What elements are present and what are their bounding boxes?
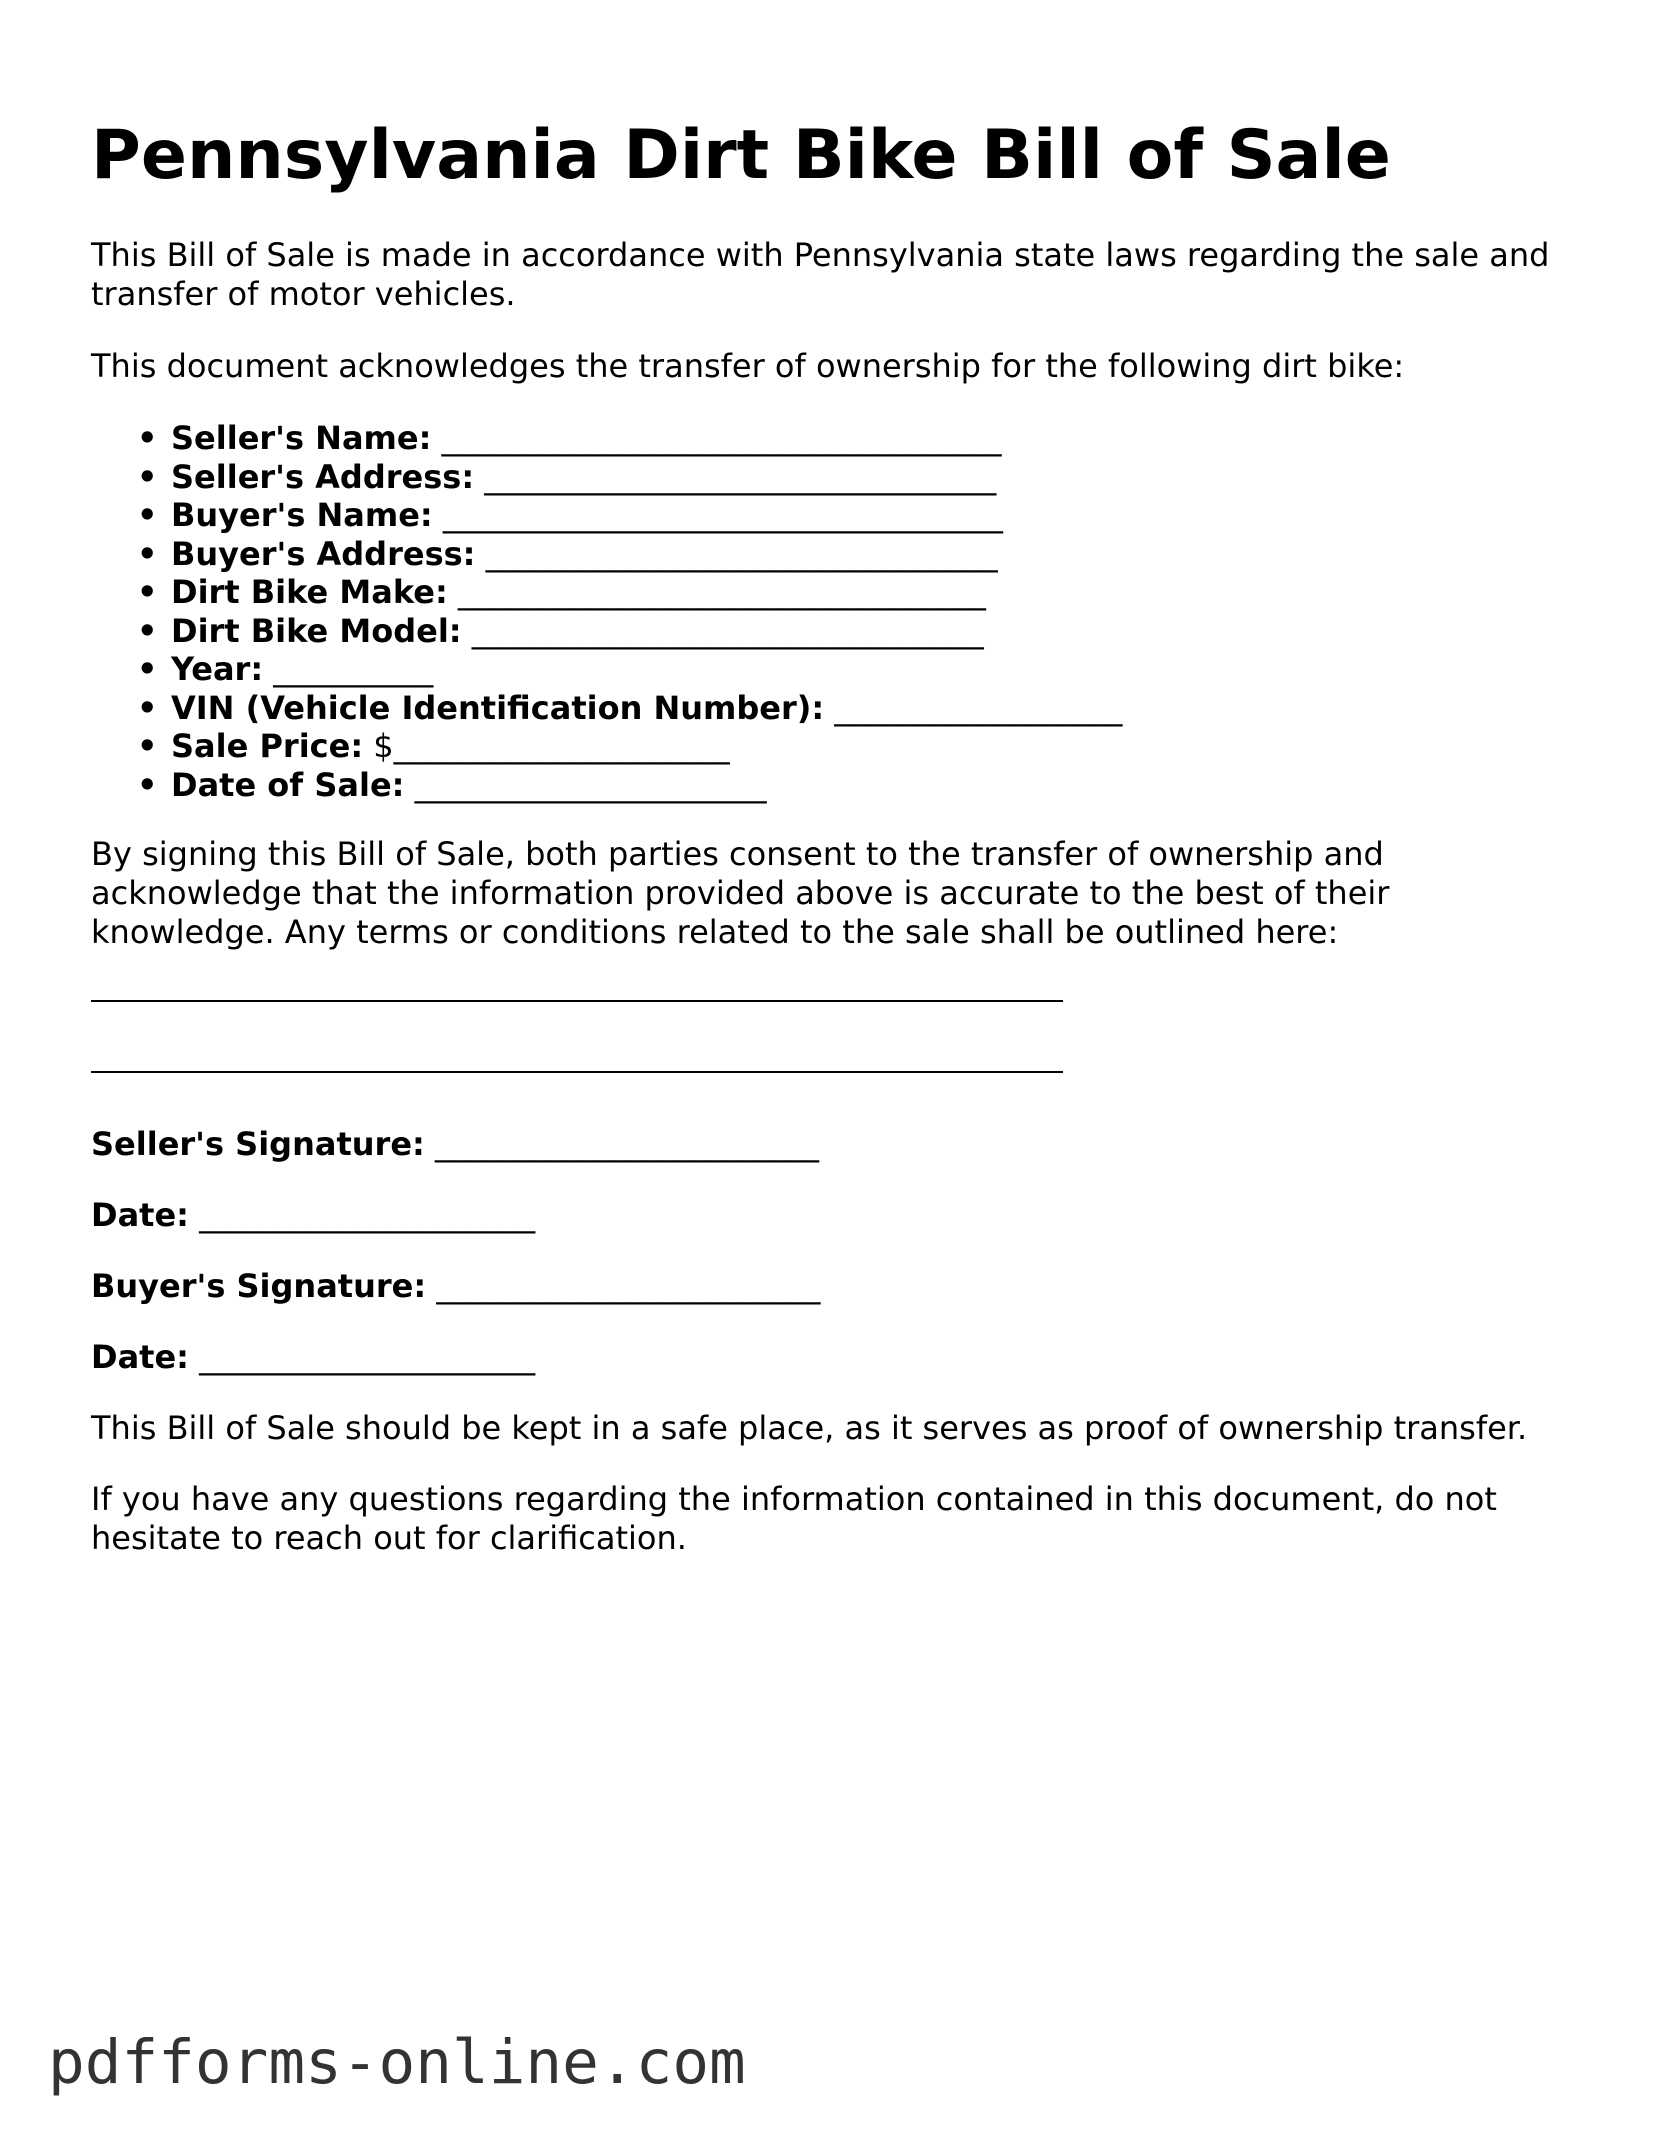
buyer-date-blank[interactable]: _____________________ (199, 1338, 536, 1376)
bullet-icon: • (137, 534, 158, 573)
brand-watermark: pdfforms-online.com (48, 2027, 746, 2098)
field-label: Dirt Bike Make: (171, 573, 448, 611)
terms-line-2[interactable] (91, 1071, 1063, 1073)
bullet-icon: • (137, 727, 158, 765)
field-blank[interactable]: ______________________ (414, 765, 767, 804)
field-blank[interactable]: __________________ (834, 688, 1123, 727)
field-sellers-name[interactable] (91, 419, 1122, 458)
bullet-icon: • (137, 765, 158, 804)
field-blank[interactable]: $_____________________ (373, 727, 730, 765)
seller-date-label: Date: (91, 1196, 189, 1234)
field-vin[interactable] (91, 689, 1122, 728)
field-label: Seller's Name: (171, 419, 432, 457)
field-label: Sale Price: (171, 727, 364, 765)
buyer-signature-label: Buyer's Signature: (91, 1267, 427, 1305)
field-label: Buyer's Address: (171, 534, 476, 573)
buyer-signature-blank[interactable]: ________________________ (436, 1267, 821, 1305)
field-label: VIN (Vehicle Identification Number): (171, 688, 825, 727)
field-make[interactable] (91, 573, 1122, 612)
bullet-icon: • (137, 457, 158, 496)
consent-paragraph: By signing this Bill of Sale, both parties consent to the transfer of ownership and acknowledge that the information provided above is accurate to the best of their knowledge. Any terms or conditions related to the sale shall be outlined here: (91, 835, 1390, 951)
bullet-icon: • (137, 650, 158, 688)
seller-signature-row[interactable] (91, 1125, 819, 1164)
field-blank[interactable]: ________________________________ (471, 611, 984, 650)
field-label: Buyer's Name: (171, 496, 433, 534)
field-date-of-sale[interactable] (91, 766, 1122, 805)
bullet-icon: • (137, 611, 158, 650)
field-model[interactable] (91, 612, 1122, 651)
buyer-signature-row[interactable] (91, 1267, 820, 1306)
field-label: Dirt Bike Model: (171, 611, 462, 650)
field-blank[interactable]: ___________________________________ (441, 419, 1002, 457)
field-sale-price[interactable] (91, 727, 1122, 766)
field-sellers-address[interactable] (91, 458, 1122, 497)
field-label: Date of Sale: (171, 765, 405, 804)
bullet-icon: • (137, 496, 158, 534)
field-blank[interactable]: ________________________________ (485, 534, 998, 573)
intro-paragraph: This Bill of Sale is made in accordance with Pennsylvania state laws regarding the sale and transfer of motor vehicles. (91, 236, 1550, 313)
field-blank[interactable]: ________________________________ (484, 457, 997, 496)
bullet-icon: • (137, 419, 158, 457)
field-year[interactable] (91, 650, 1122, 689)
field-blank[interactable]: ___________________________________ (442, 496, 1003, 534)
seller-signature-label: Seller's Signature: (91, 1125, 425, 1163)
field-label: Year: (171, 650, 264, 688)
field-buyers-name[interactable] (91, 496, 1122, 535)
buyer-date-label: Date: (91, 1338, 189, 1376)
field-buyers-address[interactable] (91, 535, 1122, 574)
field-label: Seller's Address: (171, 457, 475, 496)
questions-paragraph: If you have any questions regarding the information contained in this document, do not hesitate to reach out for clarification. (91, 1480, 1497, 1557)
acknowledge-paragraph: This document acknowledges the transfer of ownership for the following dirt bike: (91, 347, 1405, 385)
bullet-icon: • (137, 573, 158, 611)
seller-signature-blank[interactable]: ________________________ (434, 1125, 819, 1163)
buyer-date-row[interactable] (91, 1338, 535, 1377)
seller-date-blank[interactable]: _____________________ (199, 1196, 536, 1234)
terms-line-1[interactable] (91, 1000, 1063, 1002)
bullet-icon: • (137, 688, 158, 727)
field-blank[interactable]: __________ (273, 650, 434, 688)
field-list (91, 419, 1122, 804)
seller-date-row[interactable] (91, 1196, 535, 1235)
page-title: Pennsylvania Dirt Bike Bill of Sale (91, 116, 1391, 195)
field-blank[interactable]: _________________________________ (457, 573, 986, 611)
keep-safe-paragraph: This Bill of Sale should be kept in a safe place, as it serves as proof of ownership transfer. (91, 1409, 1528, 1447)
